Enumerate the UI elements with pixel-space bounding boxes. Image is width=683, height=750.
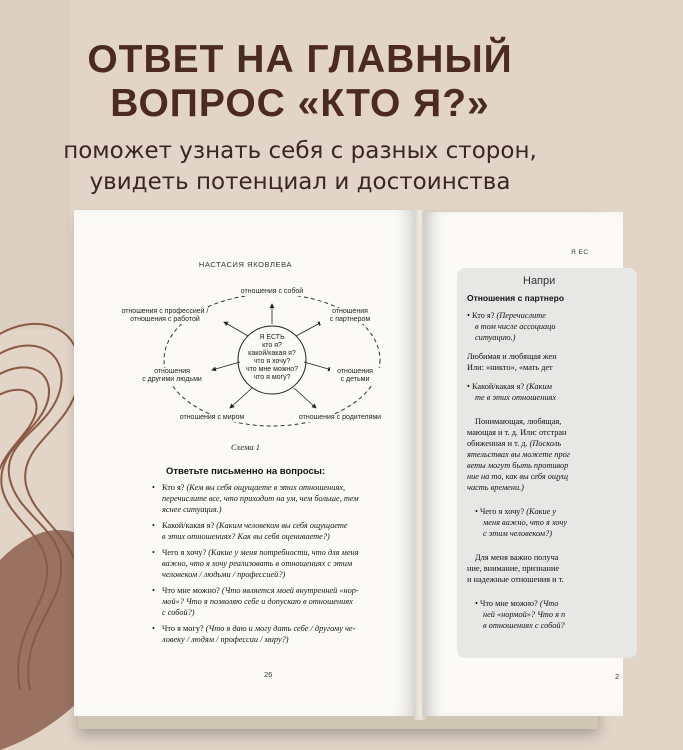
node-line: с другими людьми xyxy=(142,376,202,383)
example-text-line xyxy=(467,449,667,461)
node-line: отношения xyxy=(332,308,368,315)
node-line: отношения с профессией / xyxy=(121,308,209,315)
line-text: Любимая и любящая жен xyxy=(467,352,557,361)
line-text: • Какой/какая я? xyxy=(467,382,527,391)
center-line: что мне можно? xyxy=(245,366,299,373)
question-hint: человеком / людьми / профессией?) xyxy=(162,570,286,579)
center-line: кто я? xyxy=(262,342,282,349)
example-text-line xyxy=(475,392,675,404)
center-line: какой/какая я? xyxy=(248,350,296,357)
question-hint: в этих отношениях? Как вы себя оцениваете?) xyxy=(162,532,330,541)
line-text: ние, внимание, признание xyxy=(467,564,560,573)
example-text-line xyxy=(475,506,675,518)
node-other-people xyxy=(134,368,210,384)
example-text-line xyxy=(475,321,675,333)
questions-title: Ответьте письменно на вопросы: xyxy=(166,466,326,477)
line-hint: (Что xyxy=(539,599,559,608)
line-hint: (Какие у xyxy=(526,507,557,516)
line-text: обиженная и т. д. xyxy=(467,439,530,448)
line-hint: в том числе ассоциаци xyxy=(475,322,556,331)
example-text-line xyxy=(467,460,667,472)
line-hint: часть времени.) xyxy=(467,483,524,492)
diagram-center-text xyxy=(242,334,302,382)
line-text: • Что мне можно? xyxy=(475,599,540,608)
question-hint: (Что является моей внутренней «нор- xyxy=(221,586,359,595)
line-text: мающая и т. д. Или: отстран xyxy=(467,428,567,437)
relations-diagram xyxy=(121,286,394,438)
right-page-number: 2 xyxy=(615,672,620,681)
question: Что я могу? xyxy=(162,624,206,633)
question-hint: ловеку / людям / профессии / миру?) xyxy=(162,635,289,644)
question-hint: важно, что я хочу реализовать в отношениях с этим xyxy=(162,559,353,568)
right-page xyxy=(423,212,623,716)
line-text: и надежные отношения и т. xyxy=(467,575,564,584)
question: Чего я хочу? xyxy=(162,548,209,557)
example-box-title: Напри xyxy=(523,275,556,287)
node-world: отношения с миром xyxy=(176,414,248,422)
question-hint: с собой?) xyxy=(162,608,195,617)
example-text-line xyxy=(467,471,667,483)
line-hint: те в этих отношениях xyxy=(475,393,557,402)
line-hint: ситуацию.) xyxy=(475,333,516,342)
line-text: • Кто я? xyxy=(467,311,497,320)
node-partner xyxy=(320,308,380,324)
example-text-line xyxy=(467,381,667,393)
headline-subtitle xyxy=(0,136,600,198)
node-line: с партнером xyxy=(329,316,371,323)
example-text-line xyxy=(483,620,683,632)
right-running-head: Я ЕС xyxy=(571,249,589,256)
line-hint: (Перечислите xyxy=(496,311,546,320)
line-hint: (Каким xyxy=(526,382,552,391)
question-hint: (Кем вы себя ощущаете в этих отношениях, xyxy=(186,483,346,492)
line-text: Понимающая, любящая, xyxy=(475,417,562,426)
example-text-line xyxy=(483,517,683,529)
list-item xyxy=(152,482,392,515)
example-text-line xyxy=(475,598,675,610)
diagram-caption: Схема 1 xyxy=(230,442,261,452)
left-page-number: 26 xyxy=(264,670,273,679)
example-text-line xyxy=(467,351,667,363)
node-line: отношения xyxy=(154,368,190,375)
example-text-line xyxy=(483,528,683,540)
line-hint: ние на то, как вы себя ощущ xyxy=(467,472,569,481)
line-hint: ятельствах вы можете прог xyxy=(467,450,570,459)
example-box-subtitle: Отношения с партнеро xyxy=(467,293,565,303)
example-text-line xyxy=(475,552,675,564)
center-line: что я хочу? xyxy=(253,358,291,365)
line-text: Или: «никто», «мать дет xyxy=(467,363,553,372)
left-page xyxy=(74,210,417,716)
example-text-line xyxy=(467,310,667,322)
headline-line-1: ОТВЕТ НА ГЛАВНЫЙ xyxy=(87,38,513,81)
left-running-head: НАСТАСИЯ ЯКОВЛЕВА xyxy=(198,260,293,269)
subtitle-line-1: поможет узнать себя с разных сторон, xyxy=(63,138,537,164)
center-line: что я могу? xyxy=(253,374,291,381)
question-hint: перечислите все, что приходит на ум, чем больше, тем xyxy=(162,494,359,503)
question-hint: (Каким человеком вы себя ощущаете xyxy=(216,521,348,530)
questions-list xyxy=(152,482,392,650)
node-parents: отношения с родителями xyxy=(290,414,390,422)
question: Что мне можно? xyxy=(162,586,222,595)
line-hint: меня важно, что я хочу xyxy=(483,518,568,527)
example-text-line xyxy=(475,416,675,428)
subtitle-line-2: увидеть потенциал и достоинства xyxy=(89,169,511,195)
example-text-line xyxy=(467,362,667,374)
line-text: Для меня важно получа xyxy=(475,553,559,562)
line-hint: веты могут быть противор xyxy=(467,461,569,470)
list-item xyxy=(152,520,392,542)
example-text-line xyxy=(467,438,667,450)
question: Кто я? xyxy=(162,483,187,492)
node-profession xyxy=(110,308,220,324)
example-text-line xyxy=(467,563,667,575)
example-text-line xyxy=(467,482,667,494)
open-book xyxy=(74,210,620,730)
node-line: отношения с работой xyxy=(130,316,200,323)
question-hint: мой»? Что я позволяю себе и допускаю в отношениях xyxy=(162,597,353,606)
example-text-line xyxy=(475,332,675,344)
line-hint: ней «нормой»? Что я п xyxy=(483,610,566,619)
node-self: отношения с собой xyxy=(234,288,310,296)
center-line: Я ЕСТЬ xyxy=(259,334,285,341)
node-line: отношения xyxy=(337,368,373,375)
question-hint: (Какие у меня потребности, что для меня xyxy=(208,548,359,557)
headline-title xyxy=(0,38,600,126)
question-hint: (Что я даю и могу дать себе / другому че- xyxy=(205,624,356,633)
line-text: • Чего я хочу? xyxy=(475,507,527,516)
node-children xyxy=(330,368,380,384)
example-text-line xyxy=(483,609,683,621)
node-line: с детьми xyxy=(340,376,370,383)
line-hint: (Посколь xyxy=(529,439,562,448)
list-item xyxy=(152,547,392,580)
list-item xyxy=(152,585,392,618)
headline-line-2: ВОПРОС «КТО Я?» xyxy=(110,82,490,125)
question: Какой/какая я? xyxy=(162,521,217,530)
question-hint: яснее ситуация.) xyxy=(162,505,222,514)
list-item xyxy=(152,623,392,645)
example-text-line xyxy=(467,427,667,439)
line-hint: в отношениях с собой? xyxy=(483,621,565,630)
example-text-line xyxy=(467,574,667,586)
line-hint: с этим человеком?) xyxy=(483,529,553,538)
